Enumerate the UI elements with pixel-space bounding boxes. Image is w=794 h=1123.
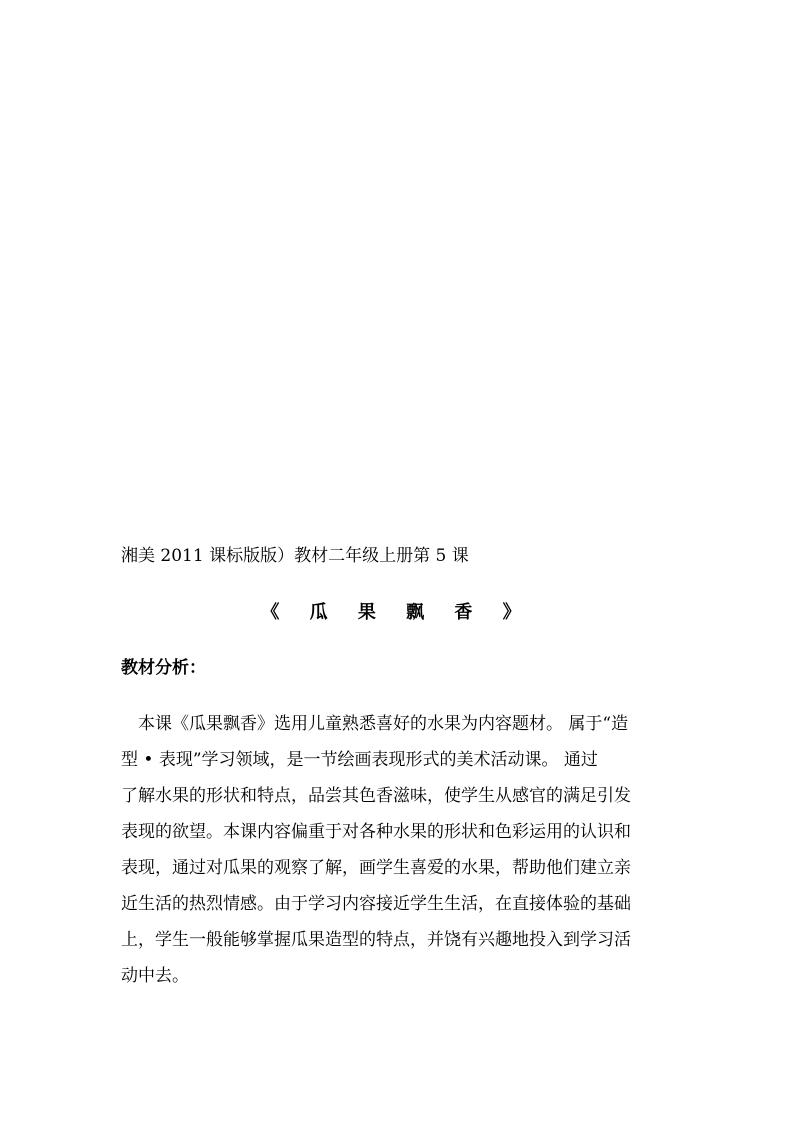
paragraph-line: 近生活的热烈情感。由于学习内容接近学生生活，在直接体验的基础 — [121, 894, 631, 914]
paragraph-line: 上，学生一般能够掌握瓜果造型的特点，并饶有兴趣地投入到学习活 — [121, 930, 631, 950]
section-heading: 教材分析： — [121, 658, 206, 678]
paragraph-line: 了解水果的形状和特点，品尝其色香滋味，使学生从感官的满足引发 — [121, 786, 631, 806]
paragraph-line: 本课《瓜果飘香》选用儿童熟悉喜好的水果为内容题材。 属于“造 — [138, 714, 629, 734]
course-info-line: 湘美 2011 课标版版）教材二年级上册第 5 课 — [121, 546, 469, 566]
paragraph-line: 表现，通过对瓜果的观察了解，画学生喜爱的水果，帮助他们建立亲 — [121, 858, 631, 878]
paragraph-line: 型 • 表现”学习领域，是一节绘画表现形式的美术活动课。 通过 — [121, 750, 598, 770]
lesson-title: 《 瓜 果 飘 香 》 — [261, 602, 533, 623]
analysis-paragraph — [121, 706, 681, 994]
paragraph-line: 动中去。 — [121, 966, 189, 986]
paragraph-line: 表现的欲望。本课内容偏重于对各种水果的形状和色彩运用的认识和 — [121, 822, 631, 842]
